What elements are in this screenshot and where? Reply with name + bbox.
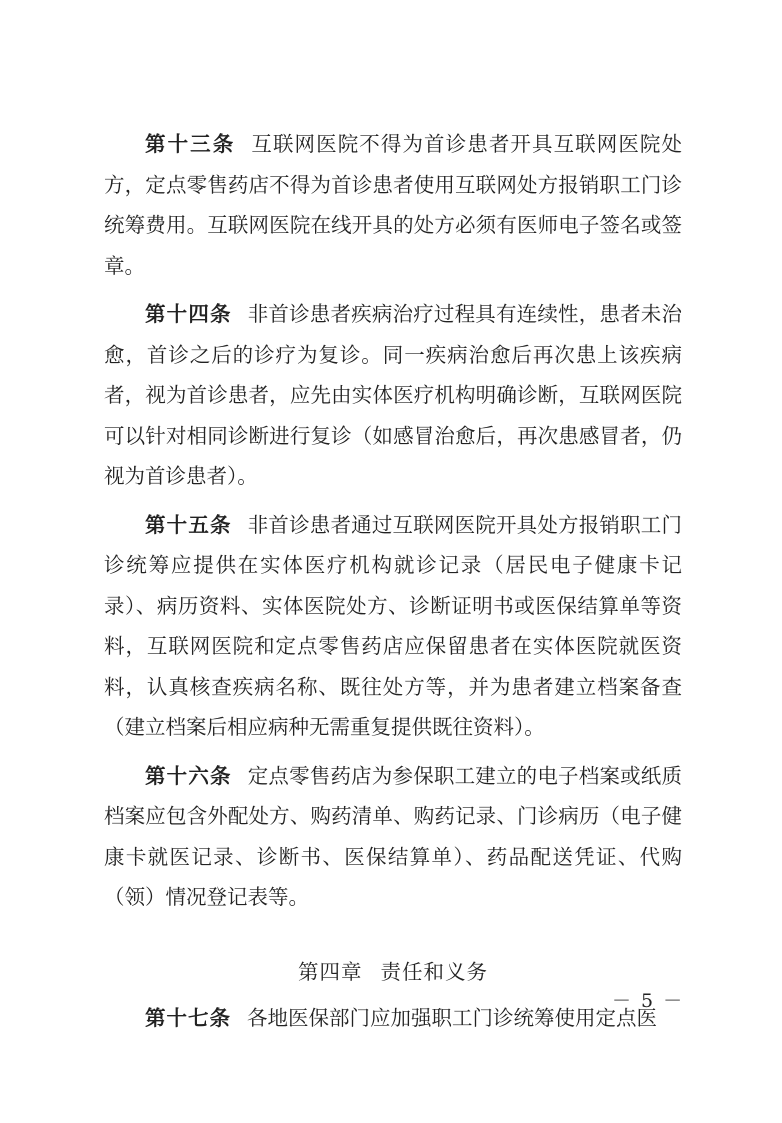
page-number: － 5 － — [612, 990, 685, 1012]
article-15 — [104, 505, 682, 748]
article-number: 第十七条 — [145, 1006, 231, 1030]
article-number: 第十五条 — [145, 512, 232, 537]
article-14 — [104, 294, 682, 497]
article-16 — [104, 756, 682, 918]
article-13 — [104, 124, 682, 286]
article-text: 互联网医院不得为首诊患者开具互联网医院处方，定点零售药店不得为首诊患者使用互联网处方报销职工门诊统筹费用。互联网医院在线开具的处方必须有医师电子签名或签章。 — [104, 132, 683, 278]
chapter-heading — [104, 952, 682, 993]
article-number: 第十六条 — [145, 763, 232, 788]
article-number: 第十三条 — [145, 132, 236, 156]
article-number: 第十四条 — [145, 302, 232, 326]
article-text: 非首诊患者通过互联网医院开具处方报销职工门诊统筹应提供在实体医疗机构就诊记录（居民电子健康卡记录）、病历资料、实体医院处方、诊断证明书或医保结算单等资料，互联网医院和定点零售药店应保留患者在实体医院就医资料，认真核查疾病名称、既往处方等，并为患者建立档案备查（建立档案后相应病种无需重复提供既往资料）。 — [104, 512, 682, 739]
chapter-title: 责任和义务 — [380, 959, 488, 984]
article-text: 各地医保部门应加强职工门诊统筹使用定点医 — [247, 1006, 657, 1030]
article-text: 非首诊患者疾病治疗过程具有连续性，患者未治愈，首诊之后的诊疗为复诊。同一疾病治愈后再次患上该疾病者，视为首诊患者，应先由实体医疗机构明确诊断，互联网医院可以针对相同诊断进行复诊（如感冒治愈后，再次患感冒者，仍视为首诊患者）。 — [104, 302, 682, 488]
chapter-number: 第四章 — [298, 959, 363, 984]
document-body — [104, 124, 685, 1047]
article-17 — [104, 998, 682, 1039]
article-text: 定点零售药店为参保职工建立的电子档案或纸质档案应包含外配处方、购药清单、购药记录、门诊病历（电子健康卡就医记录、诊断书、医保结算单）、药品配送凭证、代购（领）情况登记表等。 — [104, 763, 682, 909]
